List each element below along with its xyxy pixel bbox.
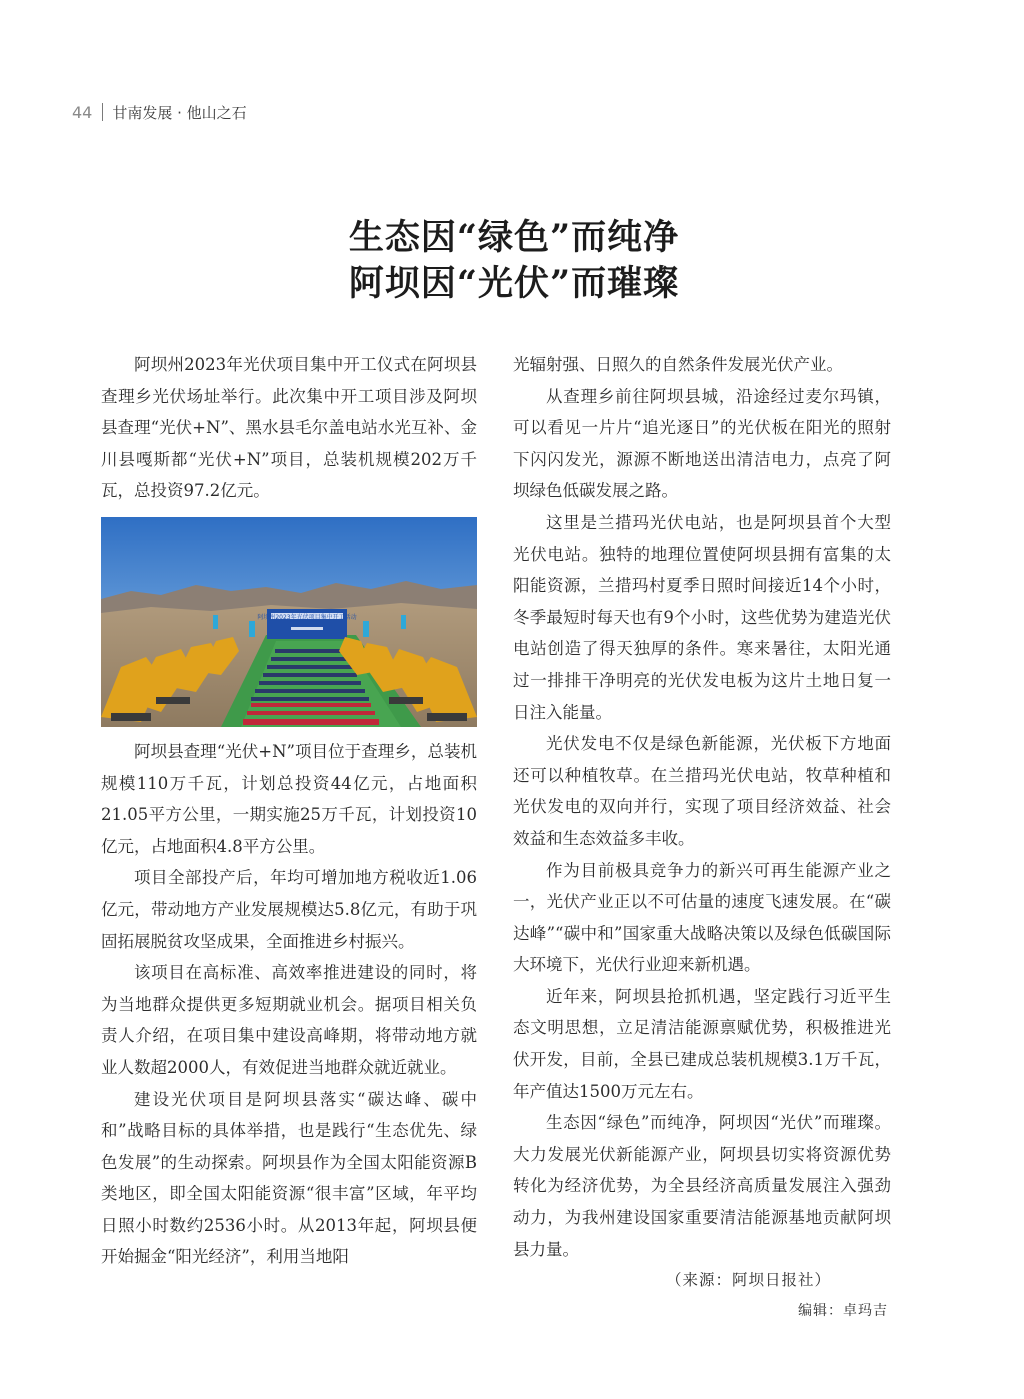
paragraph-continued: 光辐射强、日照久的自然条件发展光伏产业。 — [513, 355, 843, 374]
paragraph: 阿坝县查理“光伏+N”项目位于查理乡，总装机规模110万千瓦，计划总投资44亿元，占地面积21.05平方公里，一期实施25万千瓦，计划投资10亿元，占地面积4.8平方公里。 — [101, 741, 477, 856]
section-title: 甘南发展 · 他山之石 — [112, 103, 247, 122]
paragraph: 建设光伏项目是阿坝县落实“碳达峰、碳中和”战略目标的具体举措，也是践行“生态优先、绿色发展”的生动探索。阿坝县作为全国太阳能资源B类地区，即全国太阳能资源“很丰富”区域，年平均日照小时数约2536小时。从2013年起，阿坝县便开始掘金“阳光经济”，利用当地阳 — [101, 1089, 477, 1267]
banner-text: 阿坝州2023年光伏项目集中开工活动 — [257, 613, 357, 621]
editor-credit: 编辑：卓玛吉 — [798, 1303, 888, 1319]
page-number: 44 — [72, 102, 93, 122]
title-line-1: 生态因“绿色”而纯净 — [348, 217, 680, 258]
article-source: （来源：阿坝日报社） — [665, 1271, 831, 1289]
paragraph: 项目全部投产后，年均可增加地方税收近1.06亿元，带动地方产业发展规模达5.8亿元，有助于巩固拓展脱贫攻坚成果，全面推进乡村振兴。 — [101, 868, 477, 951]
paragraph: 从查理乡前往阿坝县城，沿途经过麦尔玛镇，可以看见一片片“追光逐日”的光伏板在阳光的照射下闪闪发光，源源不断地送出清洁电力，点亮了阿坝绿色低碳发展之路。 — [513, 386, 891, 501]
paragraph: 光伏发电不仅是绿色新能源，光伏板下方地面还可以种植牧草。在兰措玛光伏电站，牧草种植和光伏发电的双向并行，实现了项目经济效益、社会效益和生态效益多丰收。 — [513, 734, 891, 848]
page-header — [72, 101, 247, 123]
paragraph: 该项目在高标准、高效率推进建设的同时，将为当地群众提供更多短期就业机会。据项目相关负责人介绍，在项目集中建设高峰期，将带动地方就业人数超2000人，有效促进当地群众就近就业。 — [101, 963, 477, 1077]
groundbreaking-ceremony-photo — [101, 517, 477, 727]
article-title — [0, 215, 1024, 307]
right-column — [513, 349, 891, 1265]
paragraph: 作为目前极具竞争力的新兴可再生能源产业之一，光伏产业正以不可估量的速度飞速发展。在“碳达峰”“碳中和”国家重大战略决策以及绿色低碳国际大环境下，光伏行业迎来新机遇。 — [513, 860, 891, 975]
left-column — [101, 349, 477, 1273]
header-divider — [102, 103, 103, 121]
paragraph: 生态因“绿色”而纯净，阿坝因“光伏”而璀璨。大力发展光伏新能源产业，阿坝县切实将资源优势转化为经济优势，为全县经济高质量发展注入强劲动力，为我州建设国家重要清洁能源基地贡献阿坝县力量。 — [513, 1113, 891, 1259]
title-line-2: 阿坝因“光伏”而璀璨 — [348, 263, 680, 304]
paragraph: 这里是兰措玛光伏电站，也是阿坝县首个大型光伏电站。独特的地理位置使阿坝县拥有富集的太阳能资源，兰措玛村夏季日照时间接近14个小时，冬季最短时每天也有9个小时，这些优势为建造光伏电站创造了得天独厚的条件。寒来暑往，太阳光通过一排排干净明亮的光伏发电板为这片土地日复一日注入能量。 — [513, 512, 891, 722]
paragraph: 近年来，阿坝县抢抓机遇，坚定践行习近平生态文明思想，立足清洁能源禀赋优势，积极推进光伏开发，目前，全县已建成总装机规模3.1万千瓦，年产值达1500万元左右。 — [513, 986, 891, 1101]
paragraph: 阿坝州2023年光伏项目集中开工仪式在阿坝县查理乡光伏场址举行。此次集中开工项目涉及阿坝县查理“光伏+N”、黑水县毛尔盖电站水光互补、金川县嘎斯都“光伏+N”项目，总装机规模202万千瓦，总投资97.2亿元。 — [101, 355, 477, 501]
